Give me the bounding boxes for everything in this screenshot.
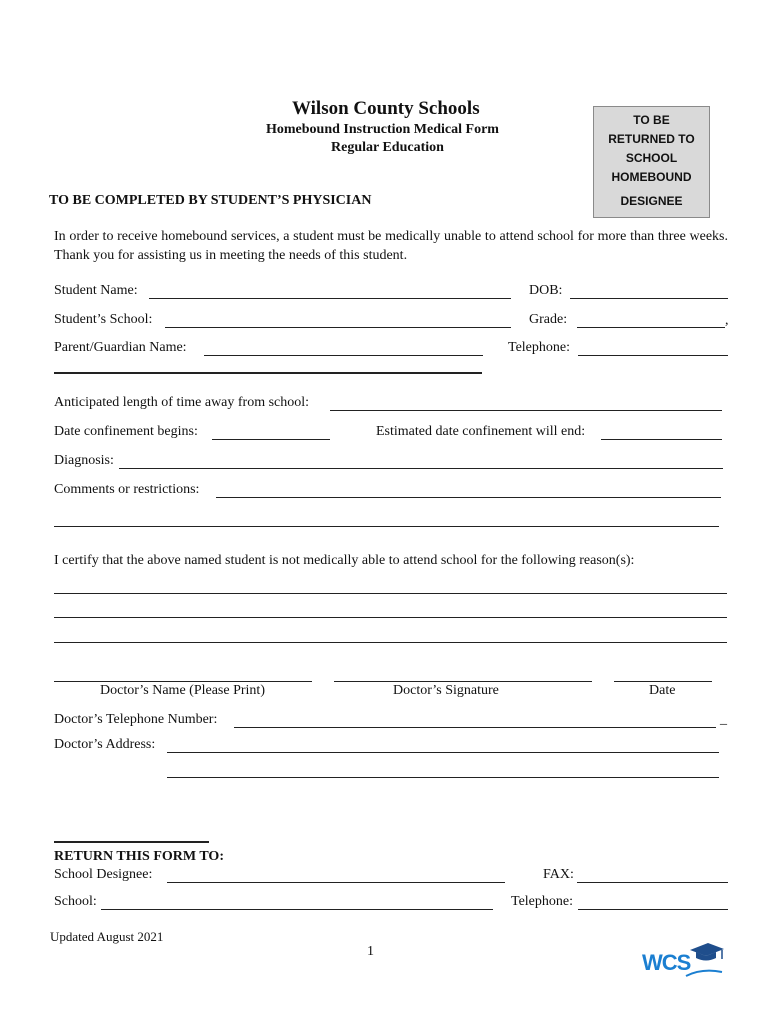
callout-line: TO BE	[633, 113, 670, 127]
return-designee-callout	[593, 106, 710, 218]
form-subtitle: Homebound Instruction Medical Form	[266, 122, 499, 137]
doctor-address-field-continued[interactable]	[167, 777, 719, 778]
school-designee-label: School Designee:	[54, 867, 153, 882]
reason-line[interactable]	[54, 617, 727, 618]
dob-field[interactable]	[570, 298, 728, 299]
diagnosis-field[interactable]	[119, 468, 723, 469]
confinement-begins-field[interactable]	[212, 439, 330, 440]
telephone-label: Telephone:	[508, 340, 570, 355]
callout-line: SCHOOL	[625, 151, 678, 165]
callout-line: DESIGNEE	[620, 194, 683, 208]
telephone-field[interactable]	[578, 355, 728, 356]
school-field[interactable]	[101, 909, 493, 910]
certify-statement: I certify that the above named student is not medically able to attend school for the following reason(s):	[54, 553, 635, 568]
section-divider	[54, 372, 482, 374]
school-designee-field[interactable]	[167, 882, 505, 883]
doctor-signature-label: Doctor’s Signature	[393, 683, 499, 698]
return-telephone-field[interactable]	[578, 909, 728, 910]
return-divider	[54, 841, 209, 843]
section-heading: TO BE COMPLETED BY STUDENT’S PHYSICIAN	[49, 193, 372, 208]
doctor-name-label: Doctor’s Name (Please Print)	[100, 683, 265, 698]
doctor-name-field[interactable]	[54, 681, 312, 682]
grade-trailing-comma: ,	[725, 313, 729, 328]
grade-field[interactable]	[577, 327, 725, 328]
updated-date: Updated August 2021	[50, 929, 164, 944]
students-school-field[interactable]	[165, 327, 511, 328]
dob-label: DOB:	[529, 283, 563, 298]
anticipated-length-field[interactable]	[330, 410, 722, 411]
student-name-label: Student Name:	[54, 283, 138, 298]
doctor-telephone-label: Doctor’s Telephone Number:	[54, 712, 218, 727]
anticipated-length-label: Anticipated length of time away from school:	[54, 395, 310, 410]
return-telephone-label: Telephone:	[511, 894, 573, 909]
confinement-end-field[interactable]	[601, 439, 722, 440]
comments-field-continued[interactable]	[54, 526, 719, 527]
doctor-address-field[interactable]	[167, 752, 719, 753]
parent-guardian-label: Parent/Guardian Name:	[54, 340, 187, 355]
wcs-logo	[640, 940, 730, 980]
return-heading: RETURN THIS FORM TO:	[54, 849, 224, 864]
form-title: Wilson County Schools	[292, 98, 480, 119]
fax-field[interactable]	[577, 882, 728, 883]
grade-label: Grade:	[529, 312, 568, 327]
reason-line[interactable]	[54, 642, 727, 643]
doctor-address-label: Doctor’s Address:	[54, 737, 156, 752]
fax-label: FAX:	[543, 867, 574, 882]
date-field[interactable]	[614, 681, 712, 682]
form-subtitle-education: Regular Education	[331, 140, 444, 155]
intro-paragraph: In order to receive homebound services, a student must be medically unable to attend school for more than three weeks. Thank you for assisting us in meeting the needs of this student.	[54, 229, 728, 263]
diagnosis-label: Diagnosis:	[54, 453, 114, 468]
date-label: Date	[649, 683, 676, 698]
doctor-signature-field[interactable]	[334, 681, 592, 682]
page-number: 1	[367, 944, 374, 959]
callout-line: HOMEBOUND	[611, 170, 692, 184]
wcs-logo-text: WCS	[642, 950, 691, 975]
comments-field[interactable]	[216, 497, 721, 498]
school-label: School:	[54, 894, 97, 909]
confinement-begins-label: Date confinement begins:	[54, 424, 198, 439]
logo-swoosh-icon	[684, 966, 724, 980]
doctor-telephone-trailing: _	[720, 712, 727, 727]
confinement-end-label: Estimated date confinement will end:	[376, 424, 586, 439]
student-name-field[interactable]	[149, 298, 511, 299]
parent-guardian-field[interactable]	[204, 355, 483, 356]
callout-line: RETURNED TO	[608, 132, 695, 146]
doctor-telephone-field[interactable]	[234, 727, 716, 728]
graduation-cap-icon	[686, 940, 726, 966]
reason-line[interactable]	[54, 593, 727, 594]
students-school-label: Student’s School:	[54, 312, 153, 327]
comments-label: Comments or restrictions:	[54, 482, 200, 497]
